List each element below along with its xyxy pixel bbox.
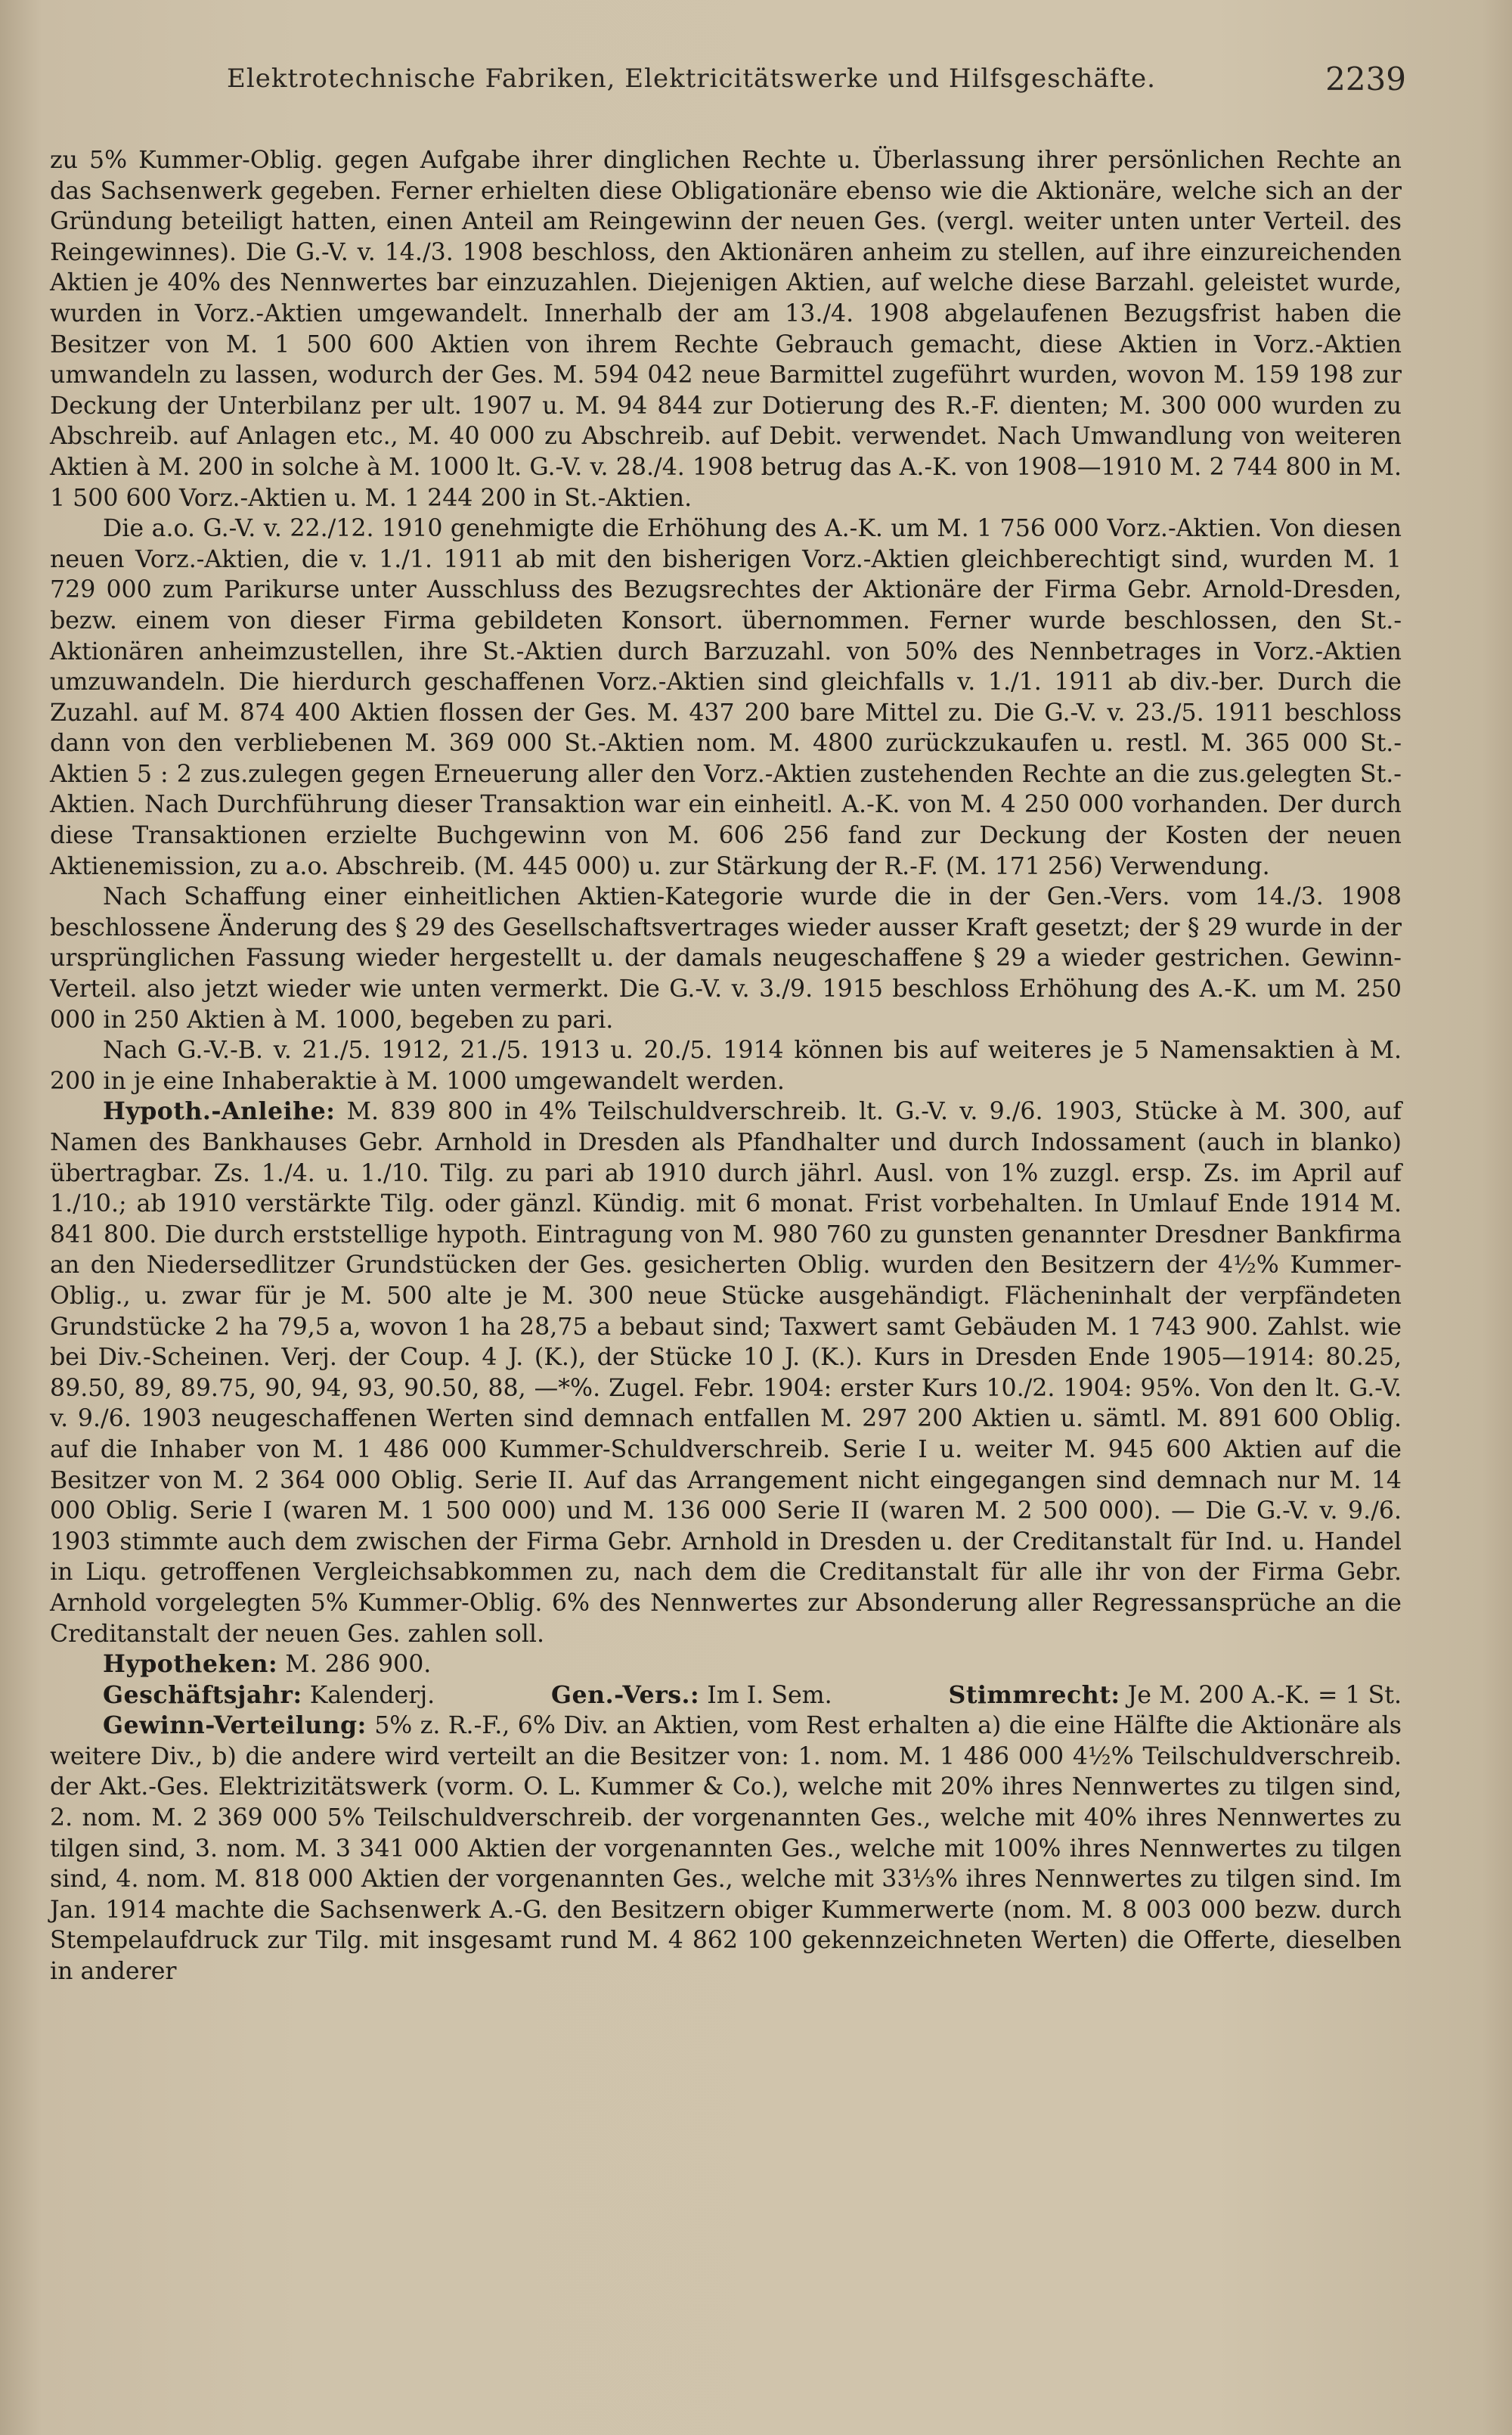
stimmrecht-item <box>949 1680 1402 1711</box>
hypotheken-label: Hypotheken: <box>103 1650 278 1679</box>
gewinn-label: Gewinn-Verteilung: <box>103 1711 367 1740</box>
section-gewinn-verteilung <box>50 1711 1402 1987</box>
paragraph-share-category: Nach Schaffung einer einheitlichen Aktien-Kategorie wurde die in der Gen.-Vers. vom 14./3. 1908 beschlossene Änderung des § 29 des Gesellschaftsvertrages wieder ausser Kraft gesetzt; der § 29 wurde in der ursprünglichen Fassung wieder hergestellt u. der damals neugeschaffene § 29 a wieder gestrichen. Gewinn-Verteil. also jetzt wieder wie unten vermerkt. Die G.-V. v. 3./9. 1915 beschloss Erhöhung des A.-K. um M. 250 000 in 250 Aktien à M. 1000, begeben zu pari. <box>50 883 1402 1034</box>
stimmrecht-text: Je M. 200 A.-K. = 1 St. <box>1127 1681 1402 1709</box>
genvers-label: Gen.-Vers.: <box>551 1680 700 1709</box>
geschaeftsjahr-item <box>103 1680 435 1711</box>
section-hypotheken <box>50 1649 1402 1680</box>
stimmrecht-label: Stimmrecht: <box>948 1680 1120 1709</box>
genvers-text: Im I. Sem. <box>707 1681 832 1709</box>
paragraph-capital-increase: Die a.o. G.-V. v. 22./12. 1910 genehmigte die Erhöhung des A.-K. um M. 1 756 000 Vorz.-Aktien. Von diesen neuen Vorz.-Aktien, die v. 1./1. 1911 ab mit den bisherigen Vorz.-Aktien gleichberechtigt sind, wurden M. 1 729 000 zum Parikurse unter Ausschluss des Bezugsrechtes der Aktionäre der Firma Gebr. Arnold-Dresden, bezw. einem von dieser Firma gebildeten Konsort. übernommen. Ferner wurde beschlossen, den St.-Aktionären anheimzustellen, ihre St.-Aktien durch Barzuzahl. von 50% des Nennbetrages in Vorz.-Aktien umzuwandeln. Die hierdurch geschaffenen Vorz.-Aktien sind gleichfalls v. 1./1. 1911 ab div.-ber. Durch die Zuzahl. auf M. 874 400 Aktien flossen der Ges. M. 437 200 bare Mittel zu. Die G.-V. v. 23./5. 1911 beschloss dann von den verbliebenen M. 369 000 St.-Aktien nom. M. 4800 zurückzukaufen u. restl. M. 365 000 St.-Aktien 5 : 2 zus.zulegen gegen Erneuerung aller den Vorz.-Aktien zustehenden Rechte an die zus.gelegten St.-Aktien. Nach Durchführung dieser Transaktion war ein einheitl. A.-K. von M. 4 250 000 vorhanden. Der durch diese Transaktionen erzielte Buchgewinn von M. 606 256 fand zur Deckung der Kosten der neuen Aktienemission, zu a.o. Abschreib. (M. 445 000) u. zur Stärkung der R.-F. (M. 171 256) Verwendung. <box>50 515 1402 880</box>
paragraph-registered-shares: Nach G.-V.-B. v. 21./5. 1912, 21./5. 1913 u. 20./5. 1914 können bis auf weiteres je 5 Namensaktien à M. 200 in je eine Inhaberaktie à M. 1000 umgewandelt werden. <box>50 1037 1402 1095</box>
geschaeftsjahr-label: Geschäftsjahr: <box>103 1680 302 1709</box>
gewinn-text: 5% z. R.-F., 6% Div. an Aktien, vom Rest erhalten a) die eine Hälfte die Aktionäre als weitere Div., b) die andere wird verteilt an die Besitzer von: 1. nom. M. 1 486 000 4½% Teilschuldverschreib. der Akt.-Ges. Elektrizitätswerk (vorm. O. L. Kummer & Co.), welche mit 20% ihres Nennwertes zu tilgen sind, 2. nom. M. 2 369 000 5% Teilschuldverschreib. der vorgenannten Ges., welche mit 40% ihres Nennwertes zu tilgen sind, 3. nom. M. 3 341 000 Aktien der vorgenannten Ges., welche mit 100% ihres Nennwertes zu tilgen sind, 4. nom. M. 818 000 Aktien der vorgenannten Ges., welche mit 33⅓% ihres Nennwertes zu tilgen sind. Im Jan. 1914 machte die Sachsenwerk A.-G. den Besitzern obiger Kummerwerte (nom. M. 8 003 000 bezw. durch Stempelaufdruck zur Tilg. mit insgesamt rund M. 4 862 100 gekennzeichneten Werten) die Offerte, dieselben in anderer <box>50 1712 1402 1986</box>
page-number: 2239 <box>1325 60 1406 98</box>
genvers-item <box>551 1680 832 1711</box>
geschaeftsjahr-text: Kalenderj. <box>309 1681 435 1709</box>
running-title: Elektrotechnische Fabriken, Elektricitätswerke und Hilfsgeschäfte. <box>227 64 1156 94</box>
hypoth-label: Hypoth.-Anleihe: <box>103 1097 336 1126</box>
document-body <box>50 145 1402 1987</box>
section-hypoth-anleihe <box>50 1097 1402 1649</box>
hypoth-text: M. 839 800 in 4% Teilschuldverschreib. lt. G.-V. v. 9./6. 1903, Stücke à M. 300, auf Namen des Bankhauses Gebr. Arnhold in Dresden als Pfandhalter und durch Indossament (auch in blanko) übertragbar. Zs. 1./4. u. 1./10. Tilg. zu pari ab 1910 durch jährl. Ausl. von 1% zuzgl. ersp. Zs. im April auf 1./10.; ab 1910 verstärkte Tilg. oder gänzl. Kündig. mit 6 monat. Frist vorbehalten. In Umlauf Ende 1914 M. 841 800. Die durch erststellige hypoth. Eintragung von M. 980 760 zu gunsten genannter Dresdner Bankfirma an den Niedersedlitzer Grundstücken der Ges. gesicherten Oblig. wurden den Besitzern der 4½% Kummer-Oblig., u. zwar für je M. 500 alte je M. 300 neue Stücke ausgehändigt. Flächeninhalt der verpfändeten Grundstücke 2 ha 79,5 a, wovon 1 ha 28,75 a bebaut sind; Taxwert samt Gebäuden M. 1 743 900. Zahlst. wie bei Div.-Scheinen. Verj. der Coup. 4 J. (K.), der Stücke 10 J. (K.). Kurs in Dresden Ende 1905—1914: 80.25, 89.50, 89, 89.75, 90, 94, 93, 90.50, 88, —*%. Zugel. Febr. 1904: erster Kurs 10./2. 1904: 95%. Von den lt. G.-V. v. 9./6. 1903 neugeschaffenen Werten sind demnach entfallen M. 297 200 Aktien u. sämtl. M. 891 600 Oblig. auf die Inhaber von M. 1 486 000 Kummer-Schuldverschreib. Serie I u. weiter M. 945 600 Aktien auf die Besitzer von M. 2 364 000 Oblig. Serie II. Auf das Arrangement nicht eingegangen sind demnach nur M. 14 000 Oblig. Serie I (waren M. 1 500 000) und M. 136 000 Serie II (waren M. 2 500 000). — Die G.-V. v. 9./6. 1903 stimmte auch dem zwischen der Firma Gebr. Arnhold in Dresden u. der Creditanstalt für Ind. u. Handel in Liqu. getroffenen Vergleichsabkommen zu, nach dem die Creditanstalt für alle ihr von der Firma Gebr. Arnhold vorgelegten 5% Kummer-Oblig. 6% des Nennwertes zur Absonderung aller Regressansprüche an die Creditanstalt der neuen Ges. zahlen soll. <box>50 1098 1402 1648</box>
paragraph-capital-history: zu 5% Kummer-Oblig. gegen Aufgabe ihrer dinglichen Rechte u. Überlassung ihrer persönlichen Rechte an das Sachsenwerk gegeben. Ferner erhielten diese Obligationäre ebenso wie die Aktionäre, welche sich an der Gründung beteiligt hatten, einen Anteil am Reingewinn der neuen Ges. (vergl. weiter unten unter Verteil. des Reingewinnes). Die G.-V. v. 14./3. 1908 beschloss, den Aktionären anheim zu stellen, auf ihre einzureichenden Aktien je 40% des Nennwertes bar einzuzahlen. Diejenigen Aktien, auf welche diese Barzahl. geleistet wurde, wurden in Vorz.-Aktien umgewandelt. Innerhalb der am 13./4. 1908 abgelaufenen Bezugsfrist haben die Besitzer von M. 1 500 600 Aktien von ihrem Rechte Gebrauch gemacht, diese Aktien in Vorz.-Aktien umwandeln zu lassen, wodurch der Ges. M. 594 042 neue Barmittel zugeführt wurden, wovon M. 159 198 zur Deckung der Unterbilanz per ult. 1907 u. M. 94 844 zur Dotierung des R.-F. dienten; M. 300 000 wurden zu Abschreib. auf Anlagen etc., M. 40 000 zu Abschreib. auf Debit. verwendet. Nach Umwandlung von weiteren Aktien à M. 200 in solche à M. 1000 lt. G.-V. v. 28./4. 1908 betrug das A.-K. von 1908—1910 M. 2 744 800 in M. 1 500 600 Vorz.-Aktien u. M. 1 244 200 in St.-Aktien. <box>50 147 1402 512</box>
page-header <box>227 60 1406 109</box>
section-general-meeting-specs <box>50 1680 1402 1711</box>
hypotheken-text: M. 286 900. <box>285 1651 432 1679</box>
